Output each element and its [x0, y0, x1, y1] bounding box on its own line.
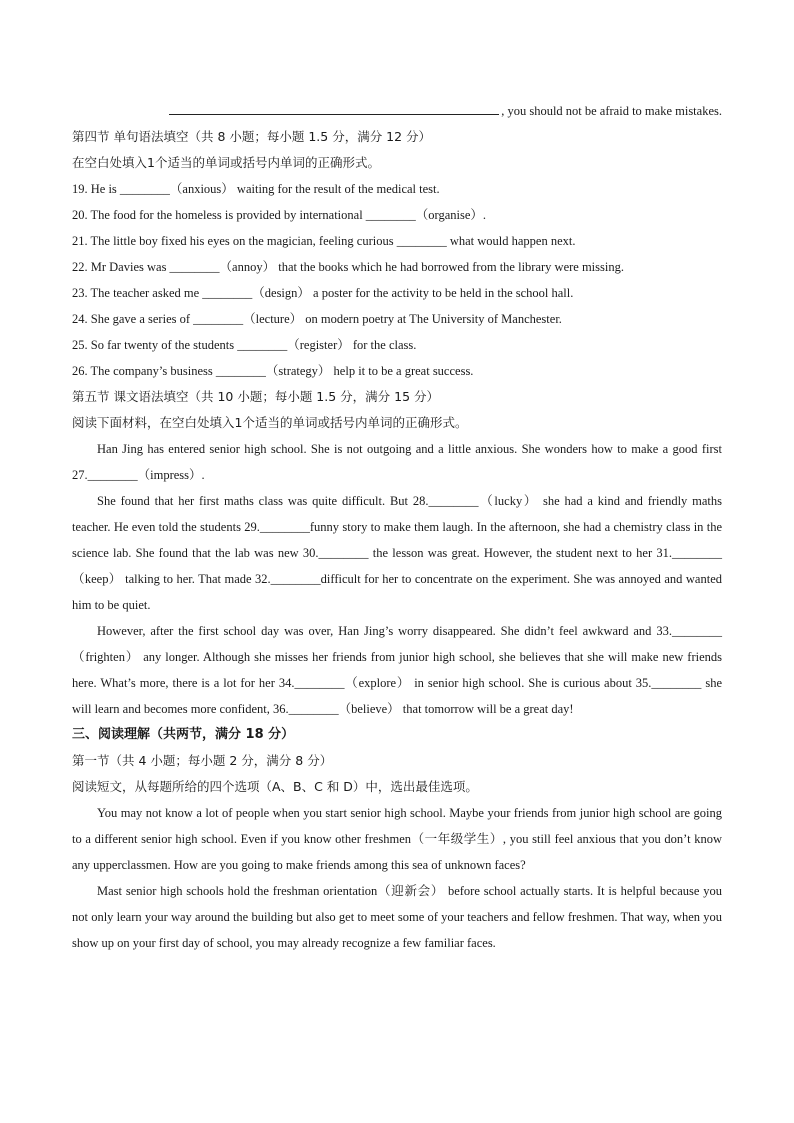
part3-instruction: 阅读短文，从每题所给的四个选项（A、B、C 和 D）中，选出最佳选项。: [72, 779, 478, 794]
question-23: 23. The teacher asked me ________（design） a poster for the activity to be held in the school hall.: [72, 286, 574, 300]
question-25: 25. So far twenty of the students ________（register） for the class.: [72, 338, 417, 352]
question-22: 22. Mr Davies was ________（annoy） that the books which he had borrowed from the library were missing.: [72, 260, 624, 274]
question-24: 24. She gave a series of ________（lecture） on modern poetry at The University of Manchester.: [72, 312, 562, 326]
section4-title: 第四节 单句语法填空（共 8 小题；每小题 1.5 分，满分 12 分）: [72, 129, 432, 144]
question-19: 19. He is ________（anxious） waiting for the result of the medical test.: [72, 182, 440, 196]
part3-section1-title: 第一节（共 4 小题；每小题 2 分，满分 8 分）: [72, 753, 333, 768]
continued-answer-line: [72, 98, 722, 124]
question-20: 20. The food for the homeless is provided by international ________（organise）.: [72, 208, 487, 222]
part3-title: 三、阅读理解（共两节，满分 18 分）: [72, 727, 295, 742]
answer-blank[interactable]: [169, 100, 499, 115]
section4-instruction: 在空白处填入1个适当的单词或括号内单词的正确形式。: [72, 155, 380, 170]
question-26: 26. The company’s business ________（strategy） help it to be a great success.: [72, 364, 474, 378]
passage-paragraph-3: However, after the first school day was over, Han Jing’s worry disappeared. She didn’t feel awkward and 33.________（frighten） any longer. Although she misses her friends from junior high school, she believes that she will make new friends here. What’s more, there is a lot for her 34.________（explore） in senior high school. She is curious about 35.________ she will learn and becomes more confident, 36.________（believe） that tomorrow will be a great day!: [72, 624, 722, 716]
question-21: 21. The little boy fixed his eyes on the magician, feeling curious ________ what would happen next.: [72, 234, 576, 248]
continued-sentence-end: , you should not be afraid to make mistakes.: [501, 104, 722, 118]
passage-paragraph-1: Han Jing has entered senior high school. She is not outgoing and a little anxious. She wonders how to make a good first 27.________（impress）.: [72, 442, 722, 482]
passage-paragraph-2: She found that her first maths class was quite difficult. But 28.________（lucky） she had a kind and friendly maths teacher. He even told the students 29.________funny story to make them laugh. In the afternoon, she had a chemistry class in the science lab. She found that the lab was new 30.________ the lesson was great. However, the student next to her 31.________（keep） talking to her. That made 32.________difficult for her to concentrate on the experiment. She was annoyed and wanted him to be quiet.: [72, 494, 722, 612]
section5-title: 第五节 课文语法填空（共 10 小题；每小题 1.5 分，满分 15 分）: [72, 389, 440, 404]
section5-instruction: 阅读下面材料，在空白处填入1个适当的单词或括号内单词的正确形式。: [72, 415, 468, 430]
reading-paragraph-1: You may not know a lot of people when you start senior high school. Maybe your friends from junior high school are going to a different senior high school. Even if you know other freshmen（一年级学生）, you still feel anxious that you don’t know any upperclassmen. How are you going to make friends among this sea of unknown faces?: [72, 806, 722, 872]
reading-paragraph-2: Mast senior high schools hold the freshman orientation（迎新会） before school actually starts. It is helpful because you not only learn your way around the building but also get to meet some of your teachers and fellow freshmen. That way, when you show up on your first day of school, you may already recognize a few familiar faces.: [72, 884, 722, 950]
